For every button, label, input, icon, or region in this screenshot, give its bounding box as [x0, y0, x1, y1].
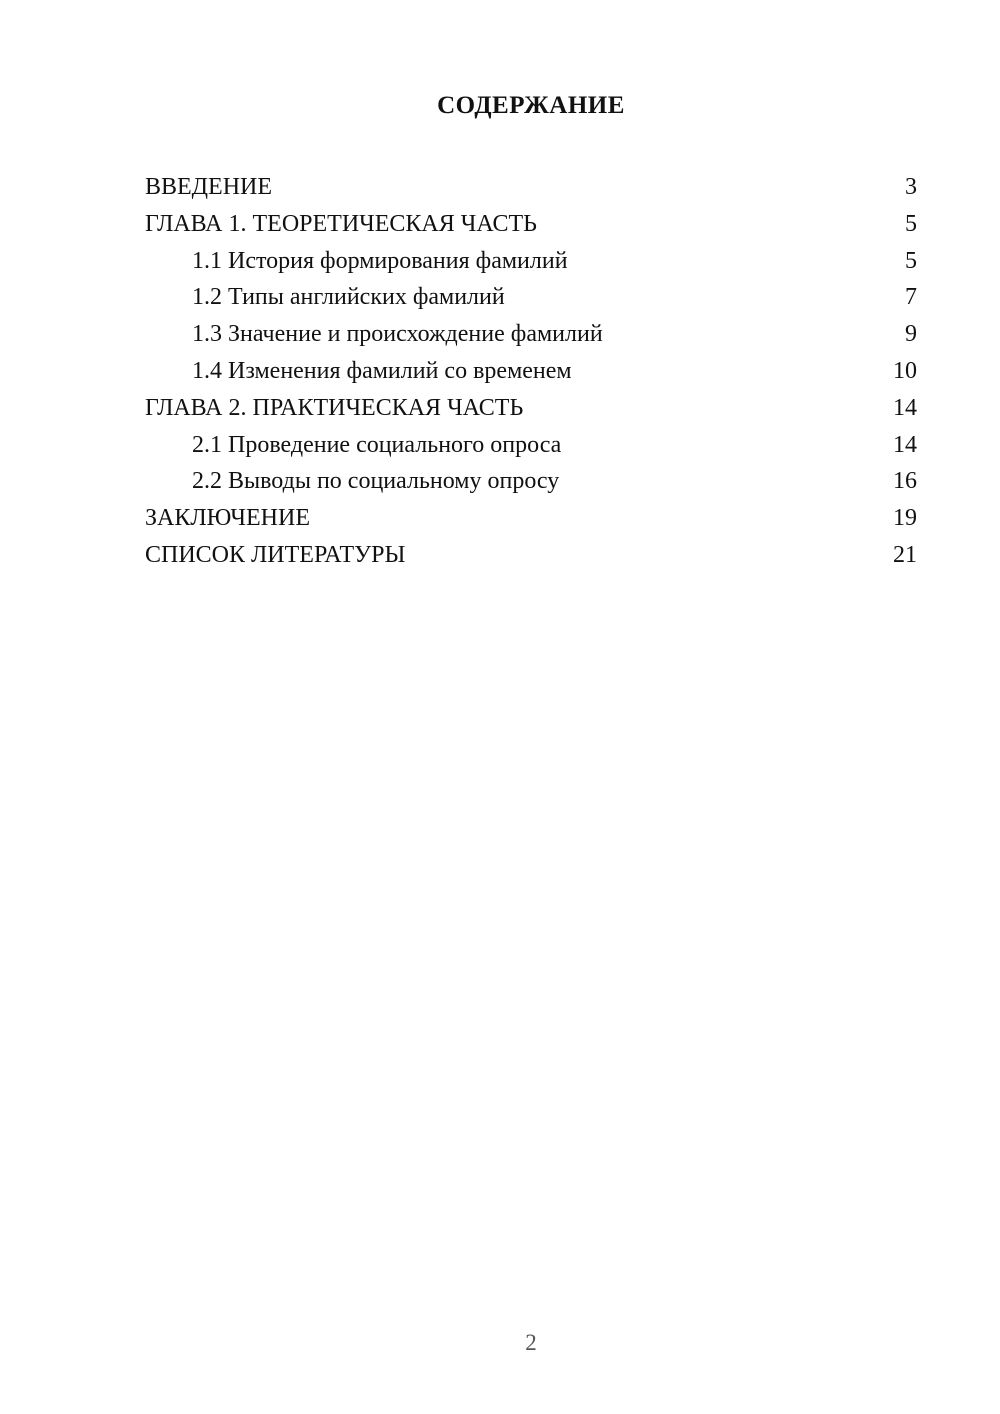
- toc-entry-page: 5: [905, 247, 917, 274]
- toc-entry: [145, 206, 917, 243]
- toc-entry-label: СПИСОК ЛИТЕРАТУРЫ: [145, 541, 406, 568]
- toc-entry-label: 1.2 Типы английских фамилий: [192, 284, 505, 311]
- toc-entry-page: 3: [905, 174, 917, 200]
- toc-entry-page: 14: [893, 431, 917, 458]
- toc-entry-label: 2.1 Проведение социального опроса: [192, 431, 562, 458]
- toc-entry-label: ГЛАВА 2. ПРАКТИЧЕСКАЯ ЧАСТЬ: [145, 394, 524, 421]
- toc-entry-page: 21: [893, 541, 917, 568]
- toc-entry: [145, 316, 917, 353]
- toc-entry-page: 5: [905, 210, 917, 237]
- toc-entry: [145, 463, 917, 500]
- toc-entry-label: ГЛАВА 1. ТЕОРЕТИЧЕСКАЯ ЧАСТЬ: [145, 210, 537, 237]
- toc-entry-label: ВВЕДЕНИЕ: [145, 174, 273, 200]
- toc-entry: [145, 427, 917, 464]
- toc-entry-page: 19: [893, 505, 917, 532]
- toc-entry: [145, 353, 917, 390]
- toc-entry-label: 1.4 Изменения фамилий со временем: [192, 357, 572, 384]
- toc-entry-page: 14: [893, 394, 917, 421]
- toc-entry-label: 2.2 Выводы по социальному опросу: [192, 468, 560, 495]
- toc-entry-page: 9: [905, 321, 917, 348]
- toc-entry-page: 10: [893, 357, 917, 384]
- toc-entry-label: 1.1 История формирования фамилий: [192, 247, 568, 274]
- toc-entry-label: 1.3 Значение и происхождение фамилий: [192, 321, 603, 348]
- toc-entry: [145, 537, 917, 574]
- toc-entry-label: ЗАКЛЮЧЕНИЕ: [145, 505, 310, 532]
- toc-entry: [145, 243, 917, 280]
- toc-entry: [145, 500, 917, 537]
- toc-entry-page: 16: [893, 468, 917, 495]
- toc-entry: [145, 169, 917, 206]
- table-of-contents: [145, 169, 917, 574]
- footer-page-number: 2: [525, 1330, 537, 1355]
- toc-entry-page: 7: [905, 284, 917, 311]
- toc-entry: [145, 279, 917, 316]
- page-title: СОДЕРЖАНИЕ: [437, 92, 625, 119]
- toc-entry: [145, 390, 917, 427]
